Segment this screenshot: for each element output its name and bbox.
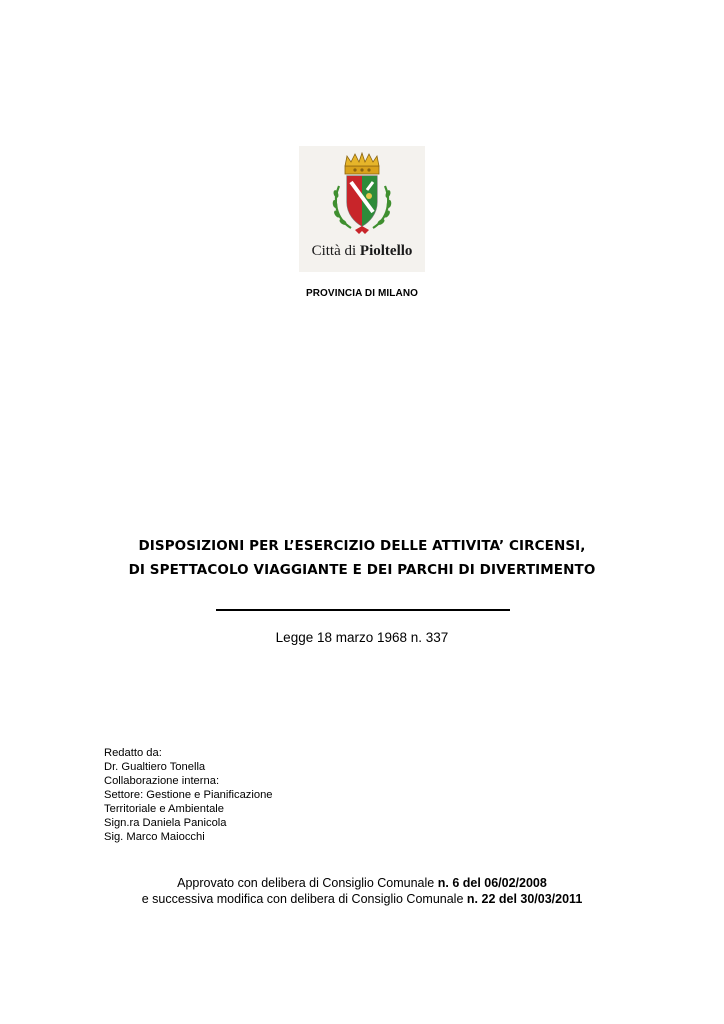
shield-icon <box>347 176 377 226</box>
province-label: PROVINCIA DI MILANO <box>305 288 419 299</box>
crown-icon <box>345 153 379 174</box>
approval-text-1: Approvato con delibera di Consiglio Comunale <box>177 876 435 890</box>
credits-line: Territoriale e Ambientale <box>104 803 225 815</box>
credits-line: Sign.ra Daniela Panicola <box>104 817 227 829</box>
credits-line: Dr. Gualtiero Tonella <box>104 761 206 773</box>
law-reference: Legge 18 marzo 1968 n. 337 <box>275 630 449 645</box>
credits-line: Redatto da: <box>104 747 162 759</box>
approval-line-1 <box>0 876 724 890</box>
credits-line: Collaborazione interna: <box>104 775 220 787</box>
city-logo <box>299 146 425 272</box>
approval-text-2: e successiva modifica con delibera di Consiglio Comunale <box>141 892 464 906</box>
document-title-line-2: DI SPETTACOLO VIAGGIANTE E DEI PARCHI DI DIVERTIMENTO <box>128 562 596 578</box>
credits-block <box>104 746 273 844</box>
coat-of-arms-icon <box>329 152 395 242</box>
approval-line-2 <box>0 892 724 906</box>
city-prefix: Città di <box>311 243 357 259</box>
document-title-line-1: DISPOSIZIONI PER L’ESERCIZIO DELLE ATTIVITA’ CIRCENSI, <box>138 538 586 554</box>
credits-line: Settore: Gestione e Pianificazione <box>104 789 273 801</box>
approval-ref-1: n. 6 del 06/02/2008 <box>437 876 547 890</box>
city-logo-text <box>299 243 425 260</box>
credits-line: Sig. Marco Maiocchi <box>104 831 205 843</box>
title-divider <box>216 609 510 611</box>
city-name: Pioltello <box>359 243 413 259</box>
approval-ref-2: n. 22 del 30/03/2011 <box>466 892 583 906</box>
